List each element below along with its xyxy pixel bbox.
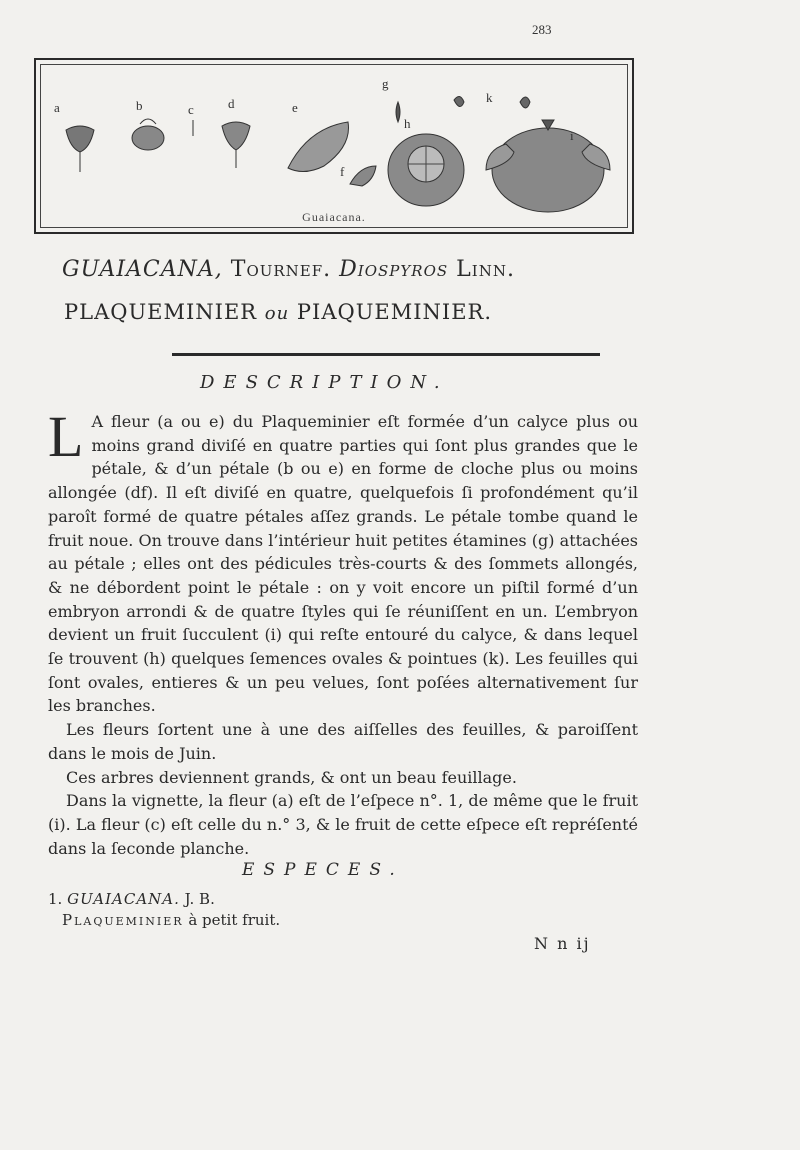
especes-heading: ESPECES. <box>242 860 404 880</box>
fruit-section-h-drawing <box>388 134 464 206</box>
figure-label-k: k <box>486 90 493 105</box>
figure-label-c: c <box>188 102 194 117</box>
subtitle-connector: ou <box>264 303 290 324</box>
species-number: 1. <box>48 890 63 908</box>
common-name-2: PIAQUEMINIER. <box>296 300 493 324</box>
flower-d-drawing <box>222 122 250 168</box>
species-qualifier: à petit fruit. <box>188 911 281 929</box>
page-subtitle <box>64 300 492 324</box>
species-common: Plaqueminier <box>62 911 184 929</box>
figure-label-b: b <box>136 98 143 113</box>
paragraph-1 <box>48 404 638 718</box>
botanical-vignette <box>34 58 634 234</box>
figure-label-i: i <box>570 128 574 143</box>
vignette-caption: Guaiacana. <box>302 210 366 224</box>
author-linnaeus: Linn. <box>456 257 515 282</box>
page-title <box>62 257 515 282</box>
species-common-name <box>62 911 280 929</box>
page-number: 283 <box>532 22 552 37</box>
paragraph-3: Ces arbres deviennent grands, & ont un beau feuillage. <box>66 767 517 787</box>
genus-name: GUAIACANA, <box>62 257 223 282</box>
species-name: GUAIACANA. <box>67 890 180 908</box>
author-tournefort: Tournef. <box>230 257 332 282</box>
synonym-name: Diospyros <box>339 257 449 282</box>
drop-cap: L <box>48 404 84 469</box>
common-name-1: PLAQUEMINIER <box>64 300 258 324</box>
paragraph-2: Les fleurs ſortent une à une des aiſſelles des feuilles, & paroiſſent dans le mois de Juin. <box>48 720 638 763</box>
description-body <box>48 404 638 860</box>
section-divider <box>172 353 600 356</box>
paragraph-1-text: A fleur (a ou e) du Plaqueminier eſt formée d’un calyce plus ou moins grand diviſé en quatre parties qui ſont plus grandes que le pétale, & d’un pétale (b ou e) en forme de cloche plus ou moins allongée (df). Il eſt diviſé en quatre, quelquefois ſi profondément qu’il paroît formé de quatre pétales aſſez grands. Le pétale tombe quand le fruit noue. On trouve dans l’intérieur huit petites étamines (g) attachées au pétale ; elles ont des pédicules très-courts & des ſommets allongés, & ne débordent point le pétale : on y voit encore un piſtil formé d’un embryon arrondi & de quatre ſtyles qui ſe réuniſſent en un. L’embryon devient un fruit ſucculent (i) qui reſte entouré du calyce, & dans lequel ſe trouvent (h) quelques ſemences ovales & pointues (k). Les feuilles qui ſont ovales, entieres & un peu velues, ſont poſées alternativement ſur les branches. <box>48 412 638 716</box>
figure-label-f: f <box>340 164 345 179</box>
figure-label-e: e <box>292 100 298 115</box>
flower-a-drawing <box>66 126 94 172</box>
description-heading: DESCRIPTION. <box>200 372 449 393</box>
figure-label-h: h <box>404 116 411 131</box>
figure-label-d: d <box>228 96 235 111</box>
fruit-i-drawing <box>486 120 610 212</box>
flower-f-drawing <box>350 166 376 186</box>
species-author: J. B. <box>184 890 215 908</box>
figure-label-g: g <box>382 76 389 91</box>
paragraph-4: Dans la vignette, la fleur (a) eſt de l’eſpece n°. 1, de même que le fruit (i). La fleur (c) eſt celle du n.° 3, & le fruit de cette eſpece eſt repréſenté dans la ſeconde planche. <box>48 791 638 858</box>
species-entry <box>48 890 215 908</box>
stamen-g-drawing <box>396 102 400 122</box>
signature-mark: N n ij <box>534 934 591 953</box>
flower-b-drawing <box>132 119 164 150</box>
figure-label-a: a <box>54 100 60 115</box>
